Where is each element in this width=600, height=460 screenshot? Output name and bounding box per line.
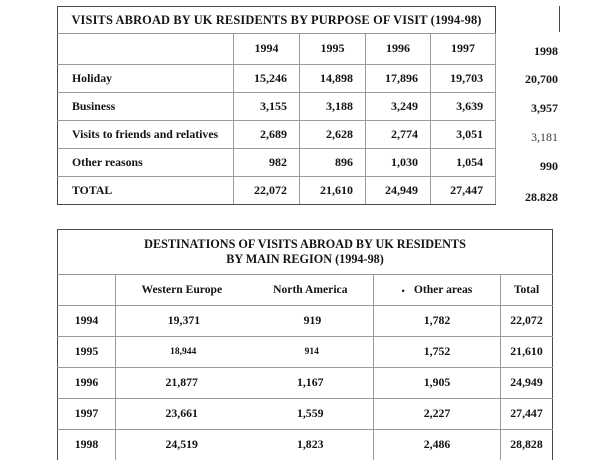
table1-cell: 19,703	[431, 65, 496, 93]
bullet-icon: •	[402, 286, 405, 296]
table1-header-1998: 1998	[496, 44, 558, 59]
table1-cell: 3,249	[366, 93, 431, 121]
table1-cell: 982	[234, 149, 300, 177]
visits-by-purpose-table	[57, 6, 496, 205]
table1-header-row	[58, 34, 496, 65]
table1-cell: 3,155	[234, 93, 300, 121]
table2-header-other-areas-cell	[374, 275, 501, 306]
table1-cell: 3,181	[496, 130, 558, 145]
table1-header-1995: 1995	[300, 34, 366, 65]
table1-cell: 24,949	[366, 177, 431, 205]
table1-cell: 896	[300, 149, 366, 177]
table2-cell-other-areas: 1,752	[374, 337, 501, 368]
table2-cell-north-america: 1,167	[297, 376, 324, 390]
table1-cell: 15,246	[234, 65, 300, 93]
table1-header-1997: 1997	[431, 34, 496, 65]
table1-cell: 2,774	[366, 121, 431, 149]
table1-row	[58, 93, 496, 121]
table2-cell-western-europe: 21,877	[166, 376, 198, 390]
table1-cell: 990	[496, 159, 558, 174]
table1-cell: 2,628	[300, 121, 366, 149]
table1-header-1994: 1994	[234, 34, 300, 65]
table2-cell-other-areas: 2,227	[374, 399, 501, 430]
table1-cell: 20,700	[496, 72, 558, 87]
table2-header-total: Total	[501, 275, 553, 306]
table2-title-line2: BY MAIN REGION (1994-98)	[62, 252, 548, 267]
table1-cell: 17,896	[366, 65, 431, 93]
table1-cell: 1,054	[431, 149, 496, 177]
table1-cell: 3,639	[431, 93, 496, 121]
table2-region-cells	[116, 368, 374, 399]
table1-row	[58, 121, 496, 149]
table1-cell: 21,610	[300, 177, 366, 205]
table1-total-row	[58, 177, 496, 205]
table2-cell-other-areas: 2,486	[374, 430, 501, 460]
table1-cell: 3,957	[496, 101, 558, 116]
table2-row	[58, 337, 553, 368]
table2-region-cells	[116, 337, 374, 368]
table2-row	[58, 399, 553, 430]
table1-row	[58, 149, 496, 177]
table2-cell-total: 28,828	[501, 430, 553, 460]
table1-row-label: Business	[58, 93, 234, 121]
table2-cell-total: 21,610	[501, 337, 553, 368]
table2-row-year: 1994	[58, 306, 116, 337]
table2-cell-western-europe: 24,519	[166, 438, 198, 452]
table1-cell: 1,030	[366, 149, 431, 177]
table2-header-western-europe: Western Europe	[142, 283, 223, 296]
table2-cell-other-areas: 1,905	[374, 368, 501, 399]
table2-cell-total: 22,072	[501, 306, 553, 337]
table2-cell-total: 27,447	[501, 399, 553, 430]
destinations-by-region-table	[57, 229, 553, 460]
table2-region-cells	[116, 306, 374, 337]
table2-header-row	[58, 275, 553, 306]
table1-cell: 3,051	[431, 121, 496, 149]
table1-title: VISITS ABROAD BY UK RESIDENTS BY PURPOSE OF VISIT (1994-98)	[58, 7, 496, 34]
table2-row-year: 1995	[58, 337, 116, 368]
table1-header-1996: 1996	[366, 34, 431, 65]
table2-row	[58, 430, 553, 460]
table2-header-regions	[116, 275, 374, 306]
table2-cell-total: 24,949	[501, 368, 553, 399]
table2-cell-north-america: 1,559	[297, 407, 324, 421]
table2-header-north-america: North America	[273, 283, 347, 296]
table1-title-row	[58, 7, 496, 34]
table2-title	[58, 230, 553, 275]
table2-row	[58, 368, 553, 399]
table2-region-cells	[116, 399, 374, 430]
table1-cell: 3,188	[300, 93, 366, 121]
table1-row-label: TOTAL	[58, 177, 234, 205]
table2-corner-cell	[58, 275, 116, 306]
table1-cell: 28.828	[496, 190, 558, 205]
table1-row	[58, 65, 496, 93]
table1-overflow-title-spacer	[497, 6, 560, 32]
table2-cell-north-america: 914	[305, 347, 319, 358]
table2-row-year: 1996	[58, 368, 116, 399]
table2-title-row	[58, 230, 553, 275]
table1-cell: 27,447	[431, 177, 496, 205]
table1-cell: 22,072	[234, 177, 300, 205]
table2-row-year: 1998	[58, 430, 116, 460]
table1-row-label: Other reasons	[58, 149, 234, 177]
table2-header-other-areas: Other areas	[414, 283, 473, 296]
table2-cell-north-america: 919	[304, 314, 322, 328]
table2-cell-western-europe: 19,371	[168, 314, 200, 328]
table1-row-label: Visits to friends and relatives	[58, 121, 234, 149]
table2-title-line1: DESTINATIONS OF VISITS ABROAD BY UK RESIDENTS	[62, 237, 548, 252]
table1-corner-cell	[58, 34, 234, 65]
table2-region-cells	[116, 430, 374, 460]
table2-cell-western-europe: 18,944	[170, 347, 196, 358]
table2-row-year: 1997	[58, 399, 116, 430]
table2-cell-other-areas: 1,782	[374, 306, 501, 337]
table1-row-label: Holiday	[58, 65, 234, 93]
table2-cell-north-america: 1,823	[297, 438, 324, 452]
table2-cell-western-europe: 23,661	[166, 407, 198, 421]
table1-cell: 14,898	[300, 65, 366, 93]
table2-row	[58, 306, 553, 337]
table1-cell: 2,689	[234, 121, 300, 149]
